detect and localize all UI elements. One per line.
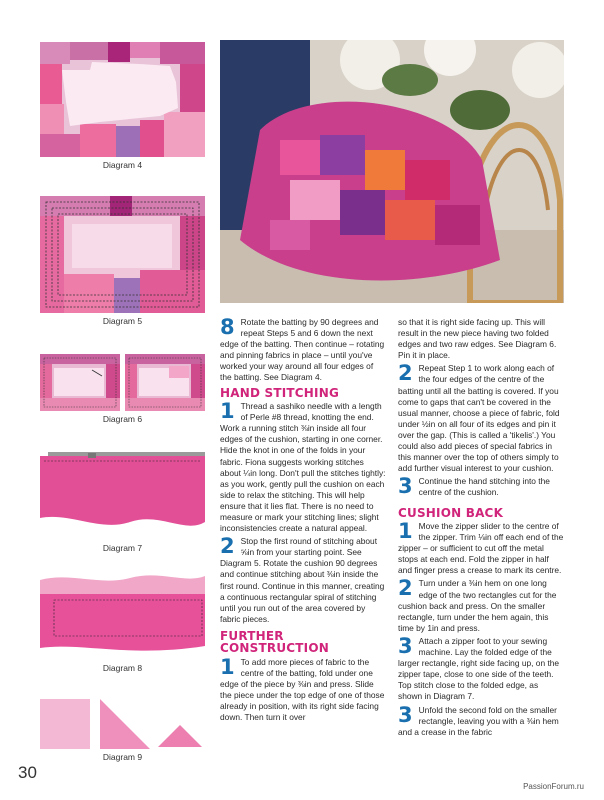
hand-stitching-step-1 (220, 401, 386, 534)
step-number: 2 (398, 361, 413, 386)
text-column-2 (398, 317, 564, 738)
cushion-back-step-4 (398, 702, 564, 738)
diagram-4 (40, 42, 205, 157)
diagram-8 (40, 566, 205, 660)
step-number: 3 (398, 633, 413, 658)
step-text: Repeat Step 1 to work along each of the four edges of the centre of the batting until all the batting is covered. If you come to gaps that can't be covered in the usual manner, choose a piece of fabric, fold under ½in on all four of its edges and pin it over the gap. (This is called a 'tikelis'.) You could also add pieces of special fabrics in this manner over the top of others simply to add further visual interest to your cushion. (398, 363, 560, 474)
heading-further-construction-line1: FURTHER (220, 628, 284, 643)
diagram-7 (40, 452, 205, 540)
step-number: 8 (220, 315, 235, 339)
diagram-5-caption: Diagram 5 (102, 316, 143, 326)
further-construction-step-1 (220, 654, 386, 724)
cushion-photo (220, 40, 564, 303)
step-text: Unfold the second fold on the smaller rectangle, leaving you with a ⅜in hem and a crease in the fabric (398, 704, 559, 737)
diagram-6 (40, 354, 205, 411)
step-8 (220, 317, 386, 384)
further-construction-step-3 (398, 476, 564, 498)
step-text: To add more pieces of fabric to the centre of the batting, fold under one edge of the piece by ⅜in and press. Slide the piece under the top edge of one of those already in position, with its right side facing down. Then turn it over (220, 656, 385, 723)
heading-hand-stitching: HAND STITCHING (220, 385, 339, 400)
diagram-5 (40, 196, 205, 313)
step-number: 3 (398, 474, 413, 499)
step-number: 3 (398, 702, 413, 727)
diagram-7-caption: Diagram 7 (102, 543, 143, 553)
diagram-8-caption: Diagram 8 (102, 663, 143, 673)
cushion-back-step-1 (398, 521, 564, 576)
step-number: 1 (220, 399, 235, 424)
step-number: 2 (398, 576, 413, 601)
step-text: Stop the first round of stitching about ⅝in from your starting point. See Diagram 5. Rotate the cushion 90 degrees and continue stitching about ⅜in inside the first round. Continue in this manner, creating a continuous rectangular spiral of stitching until you run out of the area covered by fabric pieces. (220, 536, 385, 624)
heading-further-construction-line2: CONSTRUCTION (220, 641, 329, 656)
step-text: Rotate the batting by 90 degrees and repeat Steps 5 and 6 down the next edge of the batting. Then continue – rotating and pinning fabrics in place – until you've worked your way around all four edges of the batting. See Diagram 4. (220, 317, 385, 383)
step-text: Attach a zipper foot to your sewing machine. Lay the folded edge of the larger rectangle, right side facing up, on the zipper tape, close to one side of the teeth. Top stitch close to the folded edge, as shown in Diagram 7. (398, 635, 560, 702)
step-text: Continue the hand stitching into the centre of the cushion. (418, 476, 550, 498)
step-text: Thread a sashiko needle with a length of Perle #8 thread, knotting the end. Work a running stitch ⅜in inside all four edges of the cushion, starting in one corner. Hide the knot in one of the folds in your fabric. Fiona suggests working stitches about ¼in long. Don't pull the stitches tightly: as you work, gently pull the cushion on each side to relax the stitching. This will help ensure that it lies flat. There is no need to measure or mark your stitching lines; slight inconsistencies create a natural appeal. (220, 401, 386, 534)
step-text: Move the zipper slider to the centre of the zipper. Trim ⅛in off each end of the zipper – or sufficient to cut off the metal stops at each end. Fold the zipper in half and finger press a crease to mark its centre. (398, 521, 564, 576)
step-number: 2 (220, 534, 235, 559)
hand-stitching-step-2 (220, 536, 386, 625)
text-column-1 (220, 317, 386, 724)
step-text: Turn under a ⅜in hem on one long edge of the two rectangles cut for the cushion back and press. On the smaller rectangle, turn under the hem again, this time by 1in and press. (398, 578, 557, 633)
diagram-9-caption: Diagram 9 (102, 752, 143, 762)
diagram-9 (40, 699, 205, 749)
cushion-back-step-3 (398, 633, 564, 703)
further-construction-step-2 (398, 363, 564, 474)
step-number: 1 (398, 519, 413, 543)
diagram-6-caption: Diagram 6 (102, 414, 143, 424)
diagram-4-caption: Diagram 4 (102, 160, 143, 170)
page-number: 30 (18, 763, 37, 782)
heading-cushion-back: CUSHION BACK (398, 505, 504, 520)
continued-text: so that it is right side facing up. This will result in the new piece having two folded edges and two raw edges. See Diagram 6. Pin it in place. (398, 317, 557, 361)
watermark: PassionForum.ru (523, 782, 584, 791)
cushion-back-step-2 (398, 578, 564, 633)
step-number: 1 (220, 654, 235, 679)
